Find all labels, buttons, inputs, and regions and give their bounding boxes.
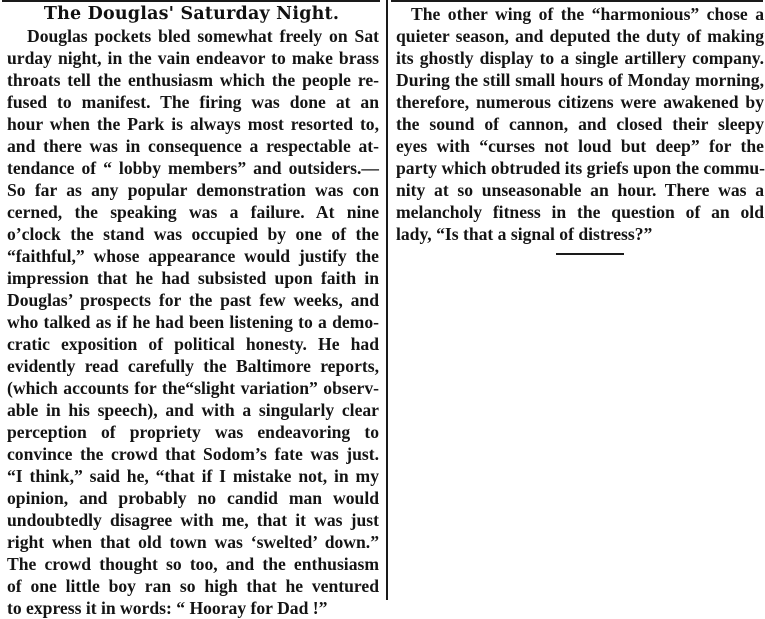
article-line: of one little boy ran so high that he ventured <box>7 576 379 596</box>
article-line: the sound of cannon, and closed their sleepy <box>396 114 764 134</box>
article-line: able in his speech), and with a singularly clear <box>7 400 379 420</box>
left-column <box>0 0 383 618</box>
article-line: The other wing of the “harmonious” chose a <box>411 4 764 24</box>
column-divider <box>386 0 388 600</box>
article-line: lady, “Is that a signal of distress?” <box>396 224 653 244</box>
article-line: undoubtedly disagree with me, that it was just <box>7 510 379 530</box>
article-line: nity at so unseasonable an hour. There was a <box>396 180 764 200</box>
article-line: Douglas’ prospects for the past few weeks, and <box>7 290 379 310</box>
right-column <box>391 0 765 262</box>
article-line: urday night, in the vain endeavor to make brass <box>7 48 379 68</box>
article-line: So far as any popular demonstration was con <box>7 180 379 200</box>
article-line: impression that he had subsisted upon faith in <box>7 268 379 288</box>
article-line: cratic exposition of political honesty. He had <box>7 334 379 354</box>
article-line: perception of propriety was endeavoring to <box>7 422 379 442</box>
article-line: cerned, the speaking was a failure. At nine <box>7 202 379 222</box>
article-line: right when that old town was ‘swelted’ down.” <box>7 532 379 552</box>
article-line: opinion, and probably no candid man would <box>7 488 379 508</box>
article-line: eyes with “curses not loud but deep” for the <box>396 136 764 156</box>
article-line: party which obtruded its griefs upon the commu- <box>396 158 765 178</box>
article-line: quieter season, and deputed the duty of making <box>396 26 764 46</box>
article-line: therefore, numerous citizens were awakened by <box>396 92 764 112</box>
article-line: The crowd thought so too, and the enthusiasm <box>7 554 379 574</box>
article-line: throats tell the enthusiasm which the people re- <box>7 70 379 90</box>
article-line: to express it in words: “ Hooray for Dad !” <box>7 598 328 618</box>
article-line: “I think,” said he, “that if I mistake not, in my <box>7 466 379 486</box>
article-line: (which accounts for the“slight variation” observ- <box>7 378 379 398</box>
article-headline: The Douglas' Saturday Night. <box>43 4 340 24</box>
article-line: melancholy fitness in the question of an old <box>396 202 764 222</box>
article-line: who talked as if he had been listening to a demo- <box>7 312 379 332</box>
article-line: hour when the Park is always most resorted to, <box>7 114 379 134</box>
article-line: evidently read carefully the Baltimore reports, <box>7 356 379 376</box>
article-line: and there was in consequence a respectable at- <box>7 136 379 156</box>
end-of-article-rule <box>556 253 624 255</box>
article-line: convince the crowd that Sodom’s fate was just. <box>7 444 379 464</box>
article-line: “faithful,” whose appearance would justify the <box>7 246 379 266</box>
article-line: tendance of “ lobby members” and outsiders.— <box>7 158 379 178</box>
article-line: Douglas pockets bled somewhat freely on Sat <box>27 26 379 46</box>
article-line: During the still small hours of Monday morning, <box>396 70 764 90</box>
article-line: o’clock the stand was occupied by one of the <box>7 224 379 244</box>
article-line: fused to manifest. The firing was done at an <box>7 92 379 112</box>
article-line: its ghostly display to a single artillery company. <box>396 48 764 68</box>
